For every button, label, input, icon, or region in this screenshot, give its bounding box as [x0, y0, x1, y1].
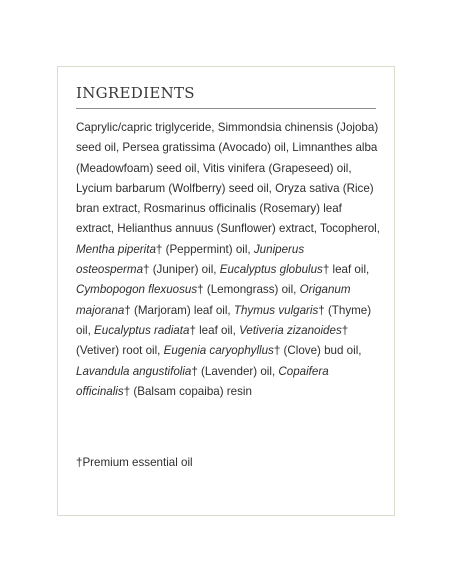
footnote: †Premium essential oil — [76, 456, 193, 469]
ingredient-text: † (Peppermint) oil, — [155, 242, 254, 256]
ingredient-text: † leaf oil, — [189, 323, 240, 337]
ingredient-botanical-name: Thymus vulgaris — [233, 303, 319, 317]
ingredient-text: † (Vetiver) root oil, — [76, 323, 349, 358]
ingredient-text: † (Marjoram) leaf oil, — [124, 303, 234, 317]
ingredient-text: Caprylic/capric triglyceride, Simmondsia chinensis (Jojoba) seed oil, Persea gratissima (Avocado) oil, Limnanthes alba (Meadowfoam) seed oil, Vitis vinifera (Grapeseed) oil, Lycium barbarum (Wolfberry) seed oil, Oryza sativa (Rice) bran extract, Rosmarinus officinalis (Rosemary) leaf extract, Helianthus annuus (Sunflower) extract, Tocopherol, — [76, 121, 380, 236]
ingredient-botanical-name: Eucalyptus globulus — [219, 263, 323, 277]
ingredient-botanical-name: Eucalyptus radiata — [94, 323, 190, 337]
ingredient-botanical-name: Lavandula angustifolia — [76, 364, 192, 378]
ingredient-text: † (Lemongrass) oil, — [197, 283, 300, 297]
title-divider — [76, 108, 376, 109]
ingredients-card — [57, 66, 395, 516]
ingredient-botanical-name: Origanum majorana — [76, 283, 351, 317]
ingredient-botanical-name: Juniperus osteosperma — [76, 242, 305, 277]
ingredient-text: † (Lavender) oil, — [191, 364, 279, 378]
ingredient-botanical-name: Eugenia caryophyllus — [163, 344, 274, 358]
ingredient-botanical-name: Cymbopogon flexuosus — [76, 283, 198, 297]
ingredients-title: INGREDIENTS — [76, 84, 195, 102]
ingredients-list — [76, 118, 380, 402]
ingredient-text: † (Juniper) oil, — [143, 263, 220, 277]
ingredient-botanical-name: Mentha piperita — [76, 242, 156, 256]
ingredients-paragraph — [76, 118, 380, 402]
ingredient-text: † (Thyme) oil, — [76, 303, 372, 337]
ingredient-text: † (Clove) bud oil, — [273, 344, 362, 358]
ingredient-text: † leaf oil, — [322, 263, 370, 277]
ingredient-botanical-name: Copaifera officinalis — [76, 364, 329, 398]
ingredient-botanical-name: Vetiveria zizanoides — [239, 323, 342, 337]
ingredient-text: † (Balsam copaiba) resin — [123, 384, 252, 398]
